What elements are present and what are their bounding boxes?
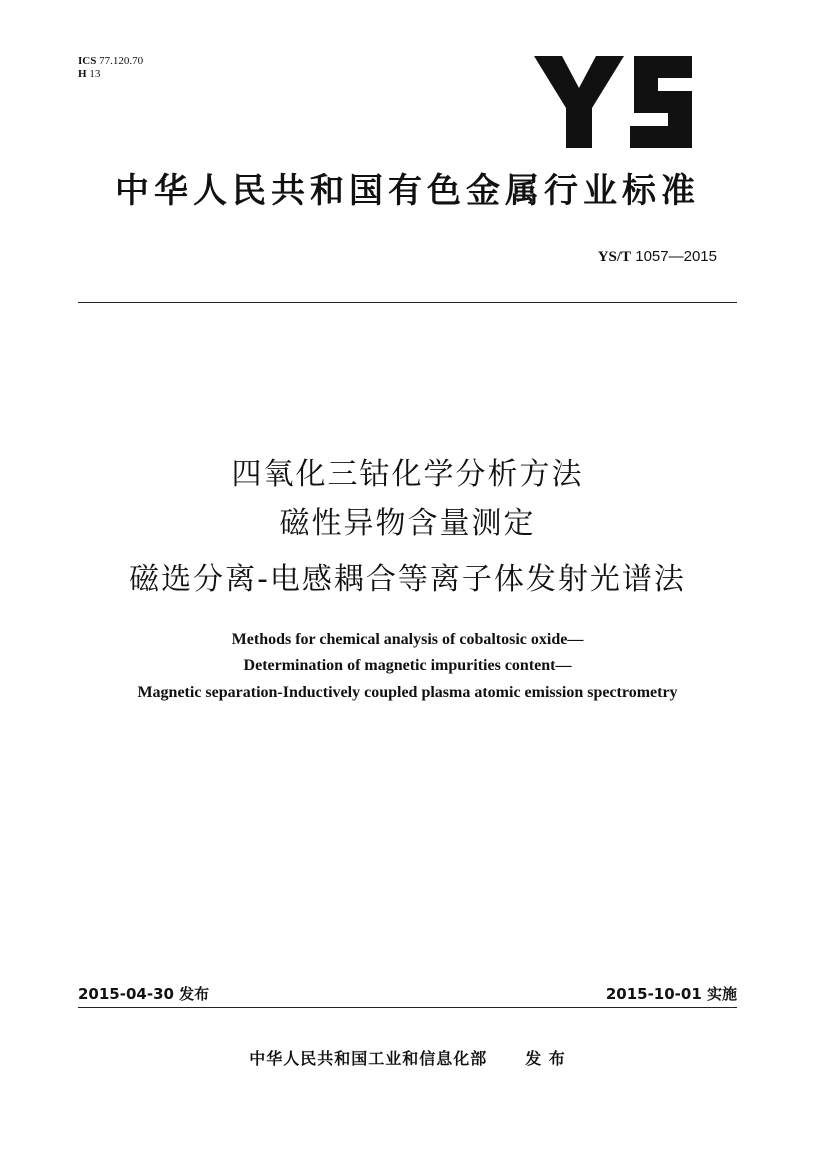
en-title-line-3: Magnetic separation-Inductively coupled plasma atomic emission spectrometry: [137, 684, 678, 701]
ys-logo: [534, 56, 694, 148]
implement-date: 2015-10-01 实施: [605, 985, 737, 1003]
en-title-line-2: Determination of magnetic impurities content—: [243, 657, 572, 674]
ccs-row: [78, 68, 143, 81]
footer-divider: [78, 1007, 737, 1008]
issuer-action: 发 布: [525, 1049, 566, 1068]
issue-date: 2015-04-30 发布: [78, 985, 210, 1003]
cn-title-line-1: 四氧化三钴化学分析方法: [231, 457, 584, 492]
ics-codes: [78, 55, 143, 81]
standard-number-value: 1057—2015: [635, 248, 717, 265]
ccs-value: 13: [89, 68, 101, 80]
standard-number: [598, 247, 717, 267]
en-title-line-1: Methods for chemical analysis of cobaltosic oxide—: [231, 631, 584, 648]
organization-title: 中华人民共和国有色金属行业标准: [115, 171, 700, 211]
issuer: [0, 1048, 815, 1070]
issuer-name: 中华人民共和国工业和信息化部: [249, 1049, 488, 1068]
cn-title-line-2: 磁性异物含量测定: [279, 506, 536, 541]
ics-value: 77.120.70: [99, 55, 144, 67]
ics-row: [78, 55, 143, 68]
header-divider: [78, 302, 737, 303]
ccs-label: H: [78, 68, 87, 80]
cn-title-line-3: 磁选分离-电感耦合等离子体发射光谱法: [129, 562, 686, 597]
ics-label: ICS: [78, 55, 97, 67]
standard-prefix: YS/T: [597, 249, 632, 265]
